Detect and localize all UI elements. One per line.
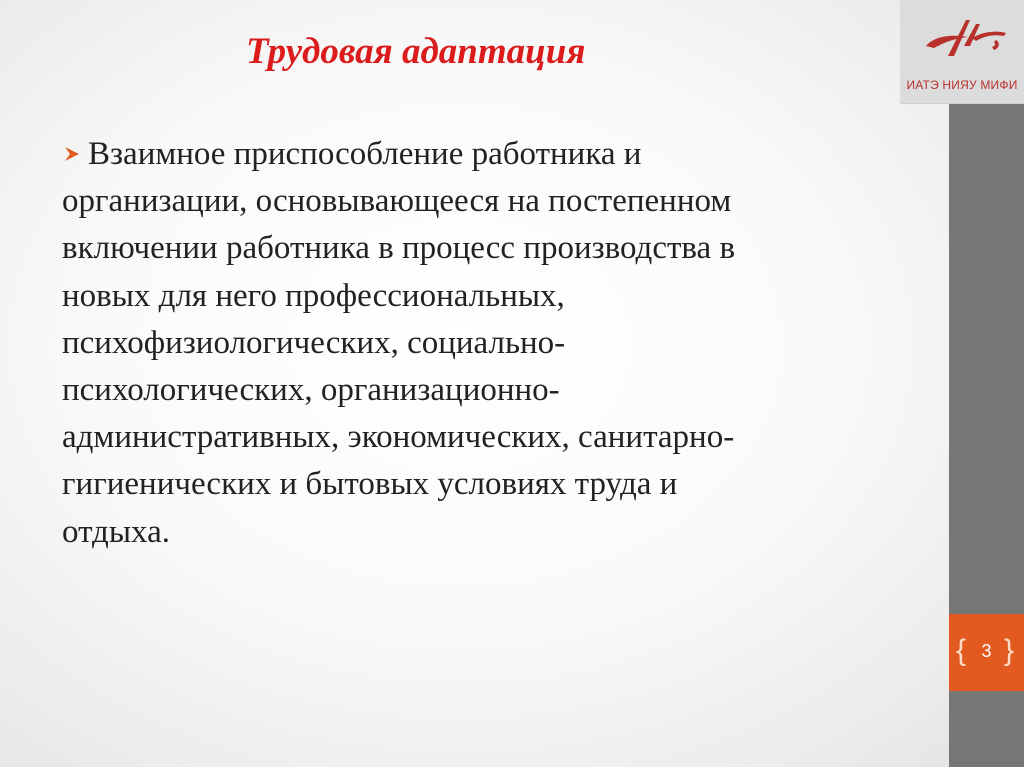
bullet-item bbox=[62, 131, 892, 556]
right-brace-decoration: } bbox=[1004, 634, 1015, 667]
slide-title: Трудовая адаптация bbox=[246, 31, 586, 72]
bullet-line-2: организации, основывающееся на постепенном bbox=[62, 183, 732, 220]
bullet-line-6: психологических, организационно- bbox=[62, 372, 560, 409]
left-brace-decoration: { bbox=[956, 634, 967, 667]
bullet-line-4: новых для него профессиональных, bbox=[62, 277, 565, 314]
bullet-line-8: гигиенических и бытовых условиях труда и bbox=[62, 466, 678, 503]
logo-text: ИАТЭ НИЯУ МИФИ bbox=[906, 78, 1018, 92]
page-number: 3 bbox=[981, 641, 992, 661]
bullet-line-9: отдыха. bbox=[62, 513, 170, 550]
logo-box bbox=[900, 0, 1024, 104]
page-number-box bbox=[949, 614, 1024, 691]
slide-content bbox=[62, 131, 892, 556]
bullet-line-5: психофизиологических, социально- bbox=[62, 324, 566, 361]
iate-logo-icon bbox=[908, 6, 1016, 72]
bullet-arrow-icon bbox=[62, 143, 84, 165]
bullet-line-3: включении работника в процесс производства в bbox=[62, 230, 736, 267]
bullet-first-line bbox=[62, 131, 892, 178]
bullet-line-1: Взаимное приспособление работника и bbox=[88, 136, 642, 172]
bullet-line-7: административных, экономических, санитарно- bbox=[62, 419, 735, 456]
